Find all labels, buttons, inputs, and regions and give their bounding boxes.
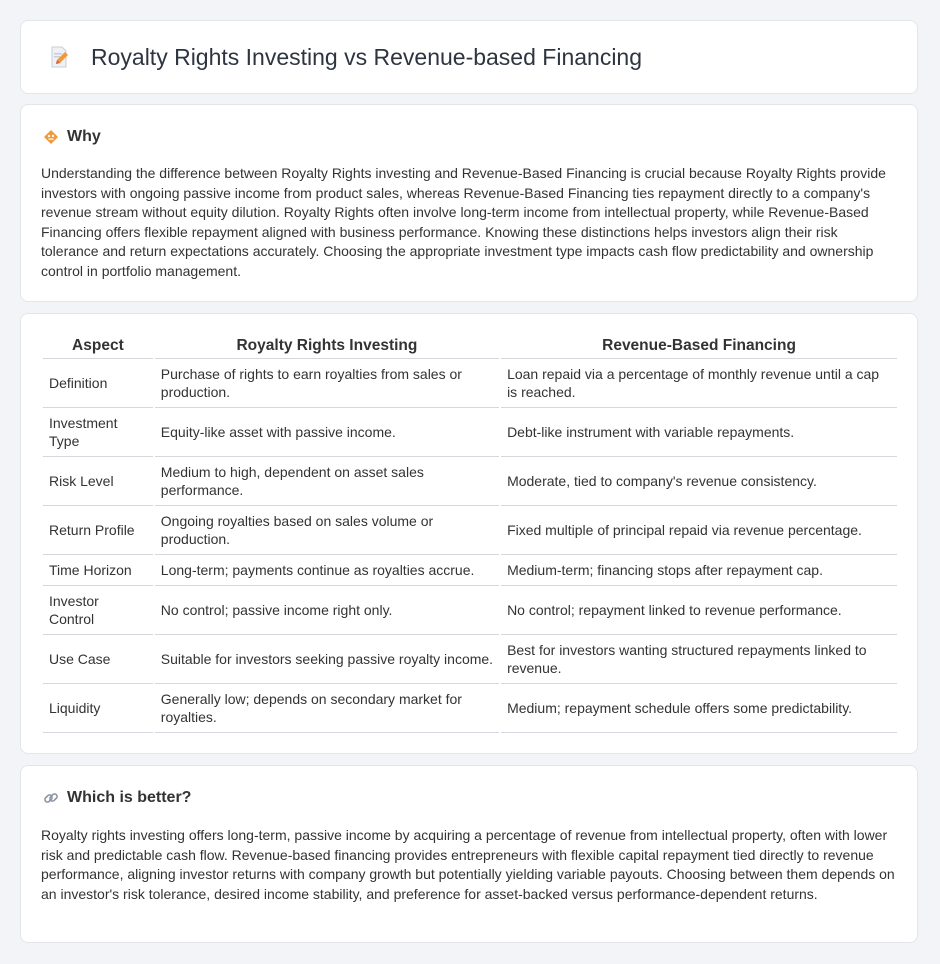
table-row	[43, 684, 897, 733]
cell-rbf: Moderate, tied to company's revenue consistency.	[501, 457, 897, 506]
edit-document-icon	[47, 45, 71, 69]
link-icon	[43, 790, 59, 806]
header-royalty: Royalty Rights Investing	[155, 334, 499, 359]
cell-rbf: Fixed multiple of principal repaid via revenue percentage.	[501, 506, 897, 555]
table-row	[43, 555, 897, 586]
table-row	[43, 635, 897, 684]
cell-aspect: Definition	[43, 359, 153, 408]
table-row	[43, 506, 897, 555]
cell-aspect: Return Profile	[43, 506, 153, 555]
cell-aspect: Liquidity	[43, 684, 153, 733]
page-title: Royalty Rights Investing vs Revenue-based Financing	[91, 43, 643, 70]
table-row	[43, 359, 897, 408]
cell-aspect: Investor Control	[43, 586, 153, 635]
why-text: Understanding the difference between Royalty Rights investing and Revenue-Based Financing is crucial because Royalty Rights provide investors with ongoing passive income from product sales, whereas Revenue-Based Financing ties repayment directly to a company's revenue stream without equity dilution. Royalty Rights often involve long-term income from intellectual property, while Revenue-Based Financing offers flexible repayment aligned with business performance. Knowing these distinctions helps investors align their risk tolerance and return expectations accurately. Choosing the appropriate investment type impacts cash flow predictability and ownership control in portfolio management.	[41, 165, 886, 279]
better-text: Royalty rights investing offers long-term, passive income by acquiring a percentage of revenue from intellectual property, often with lower risk and predictable cash flow. Revenue-based financing provides entrepreneurs with flexible capital repayment tied directly to revenue performance, aligning investor returns with company growth but potentially yielding variable payouts. Choosing between them depends on an investor's risk tolerance, desired income stability, and preference for asset-backed versus performance-dependent returns.	[41, 827, 895, 902]
cell-royalty: Equity-like asset with passive income.	[155, 408, 499, 457]
table-row	[43, 408, 897, 457]
cell-aspect: Use Case	[43, 635, 153, 684]
better-heading	[43, 789, 191, 807]
header-rbf: Revenue-Based Financing	[501, 334, 897, 359]
why-heading	[43, 128, 101, 146]
cell-aspect: Risk Level	[43, 457, 153, 506]
cell-royalty: No control; passive income right only.	[155, 586, 499, 635]
why-section	[20, 104, 918, 302]
cell-aspect: Investment Type	[43, 408, 153, 457]
cell-royalty: Long-term; payments continue as royalties accrue.	[155, 555, 499, 586]
which-is-better-section	[20, 765, 918, 943]
table-row	[43, 457, 897, 506]
diamond-sign-icon	[43, 129, 59, 145]
cell-rbf: Debt-like instrument with variable repayments.	[501, 408, 897, 457]
cell-royalty: Generally low; depends on secondary market for royalties.	[155, 684, 499, 733]
cell-royalty: Medium to high, dependent on asset sales performance.	[155, 457, 499, 506]
cell-rbf: No control; repayment linked to revenue performance.	[501, 586, 897, 635]
header-aspect: Aspect	[43, 334, 153, 359]
why-title: Why	[67, 128, 101, 145]
cell-aspect: Time Horizon	[43, 555, 153, 586]
comparison-table	[41, 334, 899, 733]
better-title: Which is better?	[67, 789, 192, 806]
cell-rbf: Best for investors wanting structured repayments linked to revenue.	[501, 635, 897, 684]
cell-rbf: Medium-term; financing stops after repayment cap.	[501, 555, 897, 586]
comparison-table-card	[20, 313, 918, 754]
cell-royalty: Purchase of rights to earn royalties from sales or production.	[155, 359, 499, 408]
cell-royalty: Suitable for investors seeking passive royalty income.	[155, 635, 499, 684]
cell-rbf: Loan repaid via a percentage of monthly revenue until a cap is reached.	[501, 359, 897, 408]
table-header-row	[43, 334, 897, 359]
table-row	[43, 586, 897, 635]
title-card	[20, 20, 918, 94]
cell-royalty: Ongoing royalties based on sales volume or production.	[155, 506, 499, 555]
cell-rbf: Medium; repayment schedule offers some predictability.	[501, 684, 897, 733]
